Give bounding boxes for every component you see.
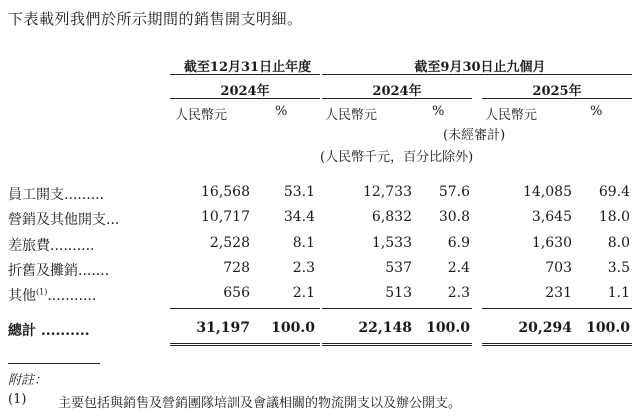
- cell-r0-c5: 69.4: [598, 184, 630, 200]
- total-label: 總計 ..........: [8, 323, 90, 339]
- cell-r1-c2: 6,832: [371, 209, 412, 225]
- cell-r2-c4: 1,630: [531, 235, 572, 251]
- cell-r3-c0: 728: [223, 260, 250, 276]
- year-rule-3: [482, 98, 632, 99]
- row-label-travel: 差旅費..........: [8, 238, 95, 254]
- cell-r1-c5: 18.0: [598, 209, 630, 225]
- cell-r3-c1: 2.3: [292, 260, 315, 276]
- col-header-pct-2: %: [432, 104, 445, 119]
- others-dots: ...........: [47, 288, 97, 304]
- total-cell-c1: 100.0: [271, 320, 315, 336]
- cell-r2-c3: 6.9: [447, 235, 470, 251]
- cell-r0-c3: 57.6: [438, 184, 470, 200]
- cell-r4-c3: 2.3: [447, 285, 470, 301]
- unaudited-note: (未經審計): [443, 128, 506, 143]
- period-header-fy: 截至12月31日止年度: [183, 60, 312, 75]
- notes-title: 附註：: [8, 373, 48, 388]
- header-rule-fy: [170, 74, 320, 75]
- row-label-others: [8, 285, 96, 305]
- cell-r4-c2: 513: [385, 285, 412, 301]
- footnote-rule: [8, 363, 100, 364]
- year-header-2025-9m: 2025年: [532, 84, 582, 99]
- cell-r4-c0: 656: [223, 285, 250, 301]
- footnote-marker: (1): [36, 287, 48, 297]
- unit-note: (人民幣千元，百分比除外): [320, 150, 474, 165]
- cell-r2-c5: 8.0: [607, 235, 630, 251]
- col-header-rmb-2: 人民幣元: [325, 108, 378, 123]
- cell-r2-c0: 2,528: [209, 235, 250, 251]
- cell-r1-c4: 3,645: [531, 209, 572, 225]
- col-header-pct-1: %: [275, 104, 288, 119]
- total-rule-2: [322, 343, 472, 349]
- cell-r1-c3: 30.8: [438, 209, 470, 225]
- row-label-staff: 員工開支.........: [8, 187, 105, 203]
- year-rule-2: [322, 98, 472, 99]
- cell-r0-c0: 16,568: [201, 184, 250, 200]
- total-rule-3: [482, 343, 632, 349]
- total-cell-c2: 22,148: [358, 320, 412, 336]
- cell-r3-c3: 2.4: [447, 260, 470, 276]
- header-rule-9m: [322, 74, 632, 75]
- total-cell-c3: 100.0: [426, 320, 470, 336]
- note-1-text: 主要包括與銷售及營銷團隊培訓及會議相關的物流開支以及辦公開支。: [58, 396, 462, 411]
- intro-text: 下表載列我們於所示期間的銷售開支明細。: [8, 10, 303, 28]
- cell-r3-c5: 3.5: [607, 260, 630, 276]
- row-label-depreciation: 折舊及攤銷.......: [8, 263, 110, 279]
- subtotal-rule-1: [170, 308, 320, 309]
- col-header-pct-3: %: [590, 104, 603, 119]
- cell-r1-c0: 10,717: [201, 209, 250, 225]
- cell-r1-c1: 34.4: [283, 209, 315, 225]
- cell-r0-c4: 14,085: [523, 184, 572, 200]
- cell-r4-c4: 231: [545, 285, 572, 301]
- cell-r2-c2: 1,533: [371, 235, 412, 251]
- total-rule-1: [170, 343, 320, 349]
- col-header-rmb-1: 人民幣元: [175, 108, 228, 123]
- cell-r4-c5: 1.1: [607, 285, 630, 301]
- subtotal-rule-3: [482, 308, 632, 309]
- total-cell-c0: 31,197: [196, 320, 250, 336]
- period-header-9m: 截至9月30日止九個月: [414, 60, 546, 75]
- cell-r4-c1: 2.1: [292, 285, 315, 301]
- total-cell-c4: 20,294: [518, 320, 572, 336]
- others-text: 其他: [8, 288, 36, 304]
- subtotal-rule-2: [322, 308, 472, 309]
- row-label-marketing: 營銷及其他開支...: [8, 212, 120, 228]
- cell-r2-c1: 8.1: [292, 235, 315, 251]
- year-header-2024-fy: 2024年: [220, 84, 270, 99]
- cell-r0-c2: 12,733: [363, 184, 412, 200]
- note-1-marker: (1): [8, 392, 27, 407]
- col-header-rmb-3: 人民幣元: [485, 108, 538, 123]
- year-rule-1: [170, 98, 320, 99]
- cell-r3-c2: 537: [385, 260, 412, 276]
- cell-r0-c1: 53.1: [283, 184, 315, 200]
- cell-r3-c4: 703: [545, 260, 572, 276]
- year-header-2024-9m: 2024年: [372, 84, 422, 99]
- total-cell-c5: 100.0: [586, 320, 630, 336]
